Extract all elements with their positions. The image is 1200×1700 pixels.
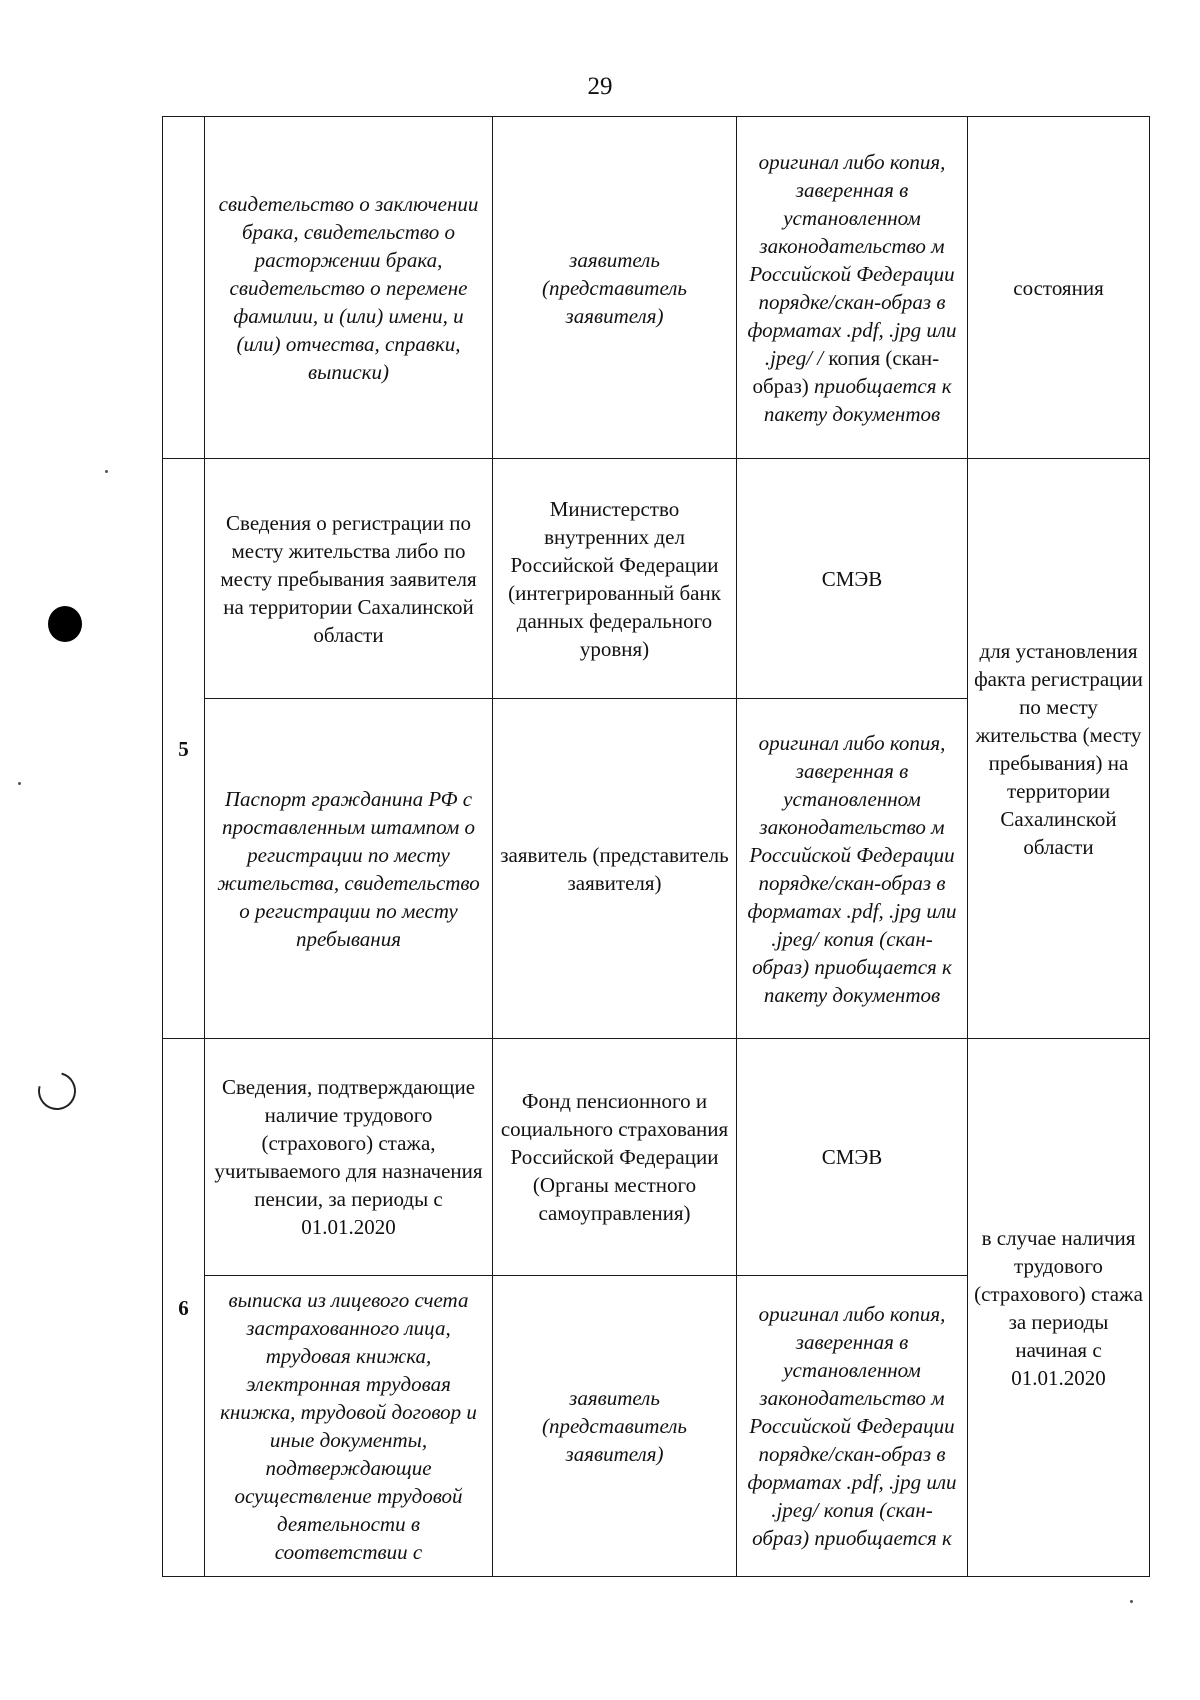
provider-cell: заявитель (представитель заявителя) bbox=[493, 117, 737, 459]
purpose-cell: состояния bbox=[968, 117, 1150, 459]
hole-punch-mark bbox=[48, 606, 82, 642]
document-name-cell: свидетельство о заключении брака, свидетельство о расторжении брака, свидетельство о перемене фамилии, и (или) имени, и (или) отчества, справки, выписки) bbox=[205, 117, 493, 459]
document-name-cell: Сведения, подтверждающие наличие трудового (страхового) стажа, учитываемого для назначения пенсии, за периоды с 01.01.2020 bbox=[205, 1039, 493, 1276]
method-text-italic-end: приобщается к пакету документов bbox=[763, 373, 952, 426]
scan-speck bbox=[105, 470, 108, 473]
table-row bbox=[163, 117, 1150, 459]
method-cell: СМЭВ bbox=[737, 1039, 968, 1276]
method-text-italic: оригинал либо копия, заверенная в установленном законодательство м Российской Федерации порядке/скан-образ в форматах .pdf, .jpg или .jpeg/ / bbox=[747, 149, 957, 370]
scan-speck bbox=[1130, 1600, 1133, 1603]
table-row bbox=[163, 1039, 1150, 1276]
row-number-cell: 6 bbox=[163, 1039, 205, 1577]
method-text-plain: копия (скан-образ) bbox=[752, 345, 940, 398]
purpose-cell: для установления факта регистрации по месту жительства (месту пребывания) на территории Сахалинской области bbox=[968, 459, 1150, 1039]
documents-table bbox=[162, 116, 1150, 1577]
method-cell: оригинал либо копия, заверенная в установленном законодательство м Российской Федерации порядке/скан-образ в форматах .pdf, .jpg или .jpeg/ копия (скан-образ) приобщается к bbox=[737, 1276, 968, 1577]
method-cell: СМЭВ bbox=[737, 459, 968, 699]
provider-cell: Министерство внутренних дел Российской Федерации (интегрированный банк данных федерального уровня) bbox=[493, 459, 737, 699]
scan-speck bbox=[18, 782, 21, 785]
method-cell bbox=[737, 117, 968, 459]
provider-cell: заявитель (представитель заявителя) bbox=[493, 699, 737, 1039]
row-number-cell bbox=[163, 117, 205, 459]
document-name-cell: Сведения о регистрации по месту жительства либо по месту пребывания заявителя на территории Сахалинской области bbox=[205, 459, 493, 699]
provider-cell: заявитель (представитель заявителя) bbox=[493, 1276, 737, 1577]
ring-mark bbox=[31, 1065, 83, 1117]
document-name-cell: Паспорт гражданина РФ с проставленным штампом о регистрации по месту жительства, свидетельство о регистрации по месту пребывания bbox=[205, 699, 493, 1039]
provider-cell: Фонд пенсионного и социального страхования Российской Федерации (Органы местного самоуправления) bbox=[493, 1039, 737, 1276]
row-number-cell: 5 bbox=[163, 459, 205, 1039]
purpose-cell: в случае наличия трудового (страхового) стажа за периоды начиная с 01.01.2020 bbox=[968, 1039, 1150, 1577]
page-number: 29 bbox=[587, 73, 613, 100]
table-row bbox=[163, 459, 1150, 699]
document-name-cell: выписка из лицевого счета застрахованного лица, трудовая книжка, электронная трудовая книжка, трудовой договор и иные документы, подтверждающие осуществление трудовой деятельности в соответствии с bbox=[205, 1276, 493, 1577]
method-cell: оригинал либо копия, заверенная в установленном законодательство м Российской Федерации порядке/скан-образ в форматах .pdf, .jpg или .jpeg/ копия (скан-образ) приобщается к пакету документов bbox=[737, 699, 968, 1039]
